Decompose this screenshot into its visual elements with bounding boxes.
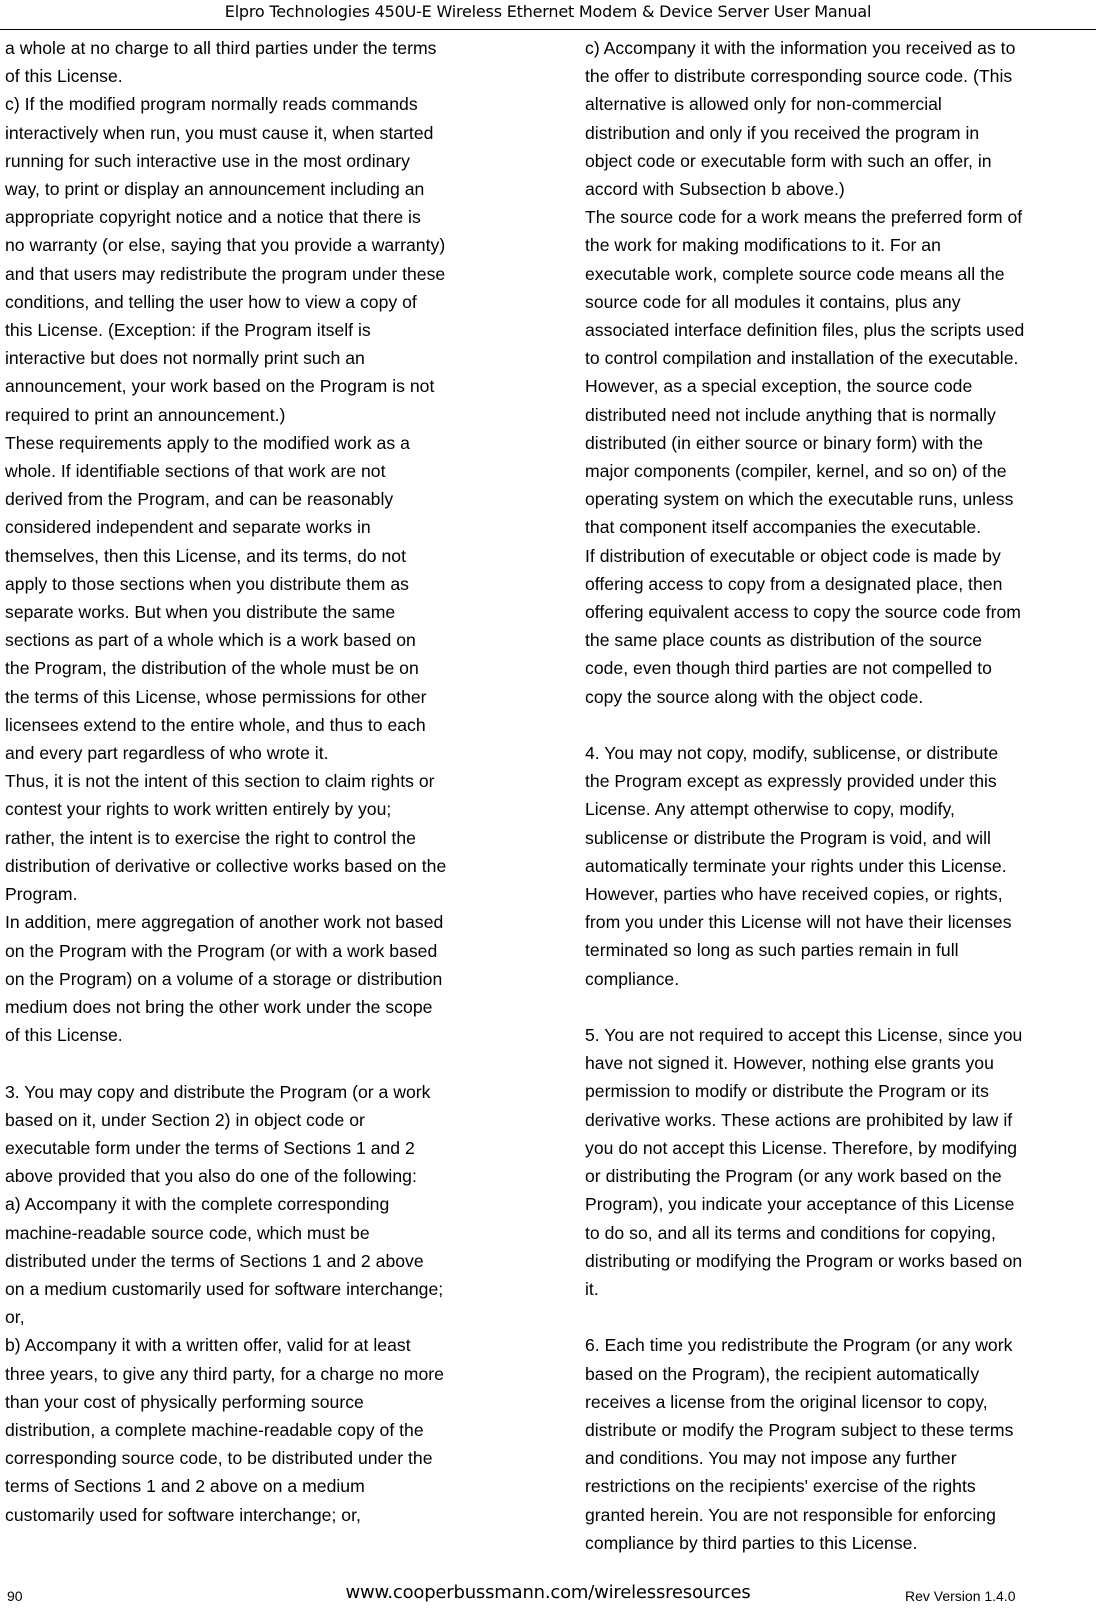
text-line: and conditions. You may not impose any further xyxy=(585,1448,957,1469)
text-line xyxy=(585,993,1093,1021)
text-line: than your cost of physically performing source xyxy=(5,1391,364,1412)
text-line: Program), you indicate your acceptance of this License xyxy=(585,1194,1015,1215)
text-line: code, even though third parties are not compelled to xyxy=(585,658,992,679)
text-line: customarily used for software interchange; or, xyxy=(5,1504,361,1525)
text-line: the terms of this License, whose permissions for other xyxy=(5,686,427,707)
text-line: this License. (Exception: if the Program itself is xyxy=(5,320,371,341)
text-line: the Program, the distribution of the whole must be on xyxy=(5,658,419,679)
text-line: source code for all modules it contains, plus any xyxy=(585,291,961,312)
text-line: sublicense or distribute the Program is void, and will xyxy=(585,827,991,848)
text-line: and every part regardless of who wrote it. xyxy=(5,743,329,764)
text-line: These requirements apply to the modified work as a xyxy=(5,432,410,453)
right-column xyxy=(585,34,1093,1557)
text-line: License. Any attempt otherwise to copy, modify, xyxy=(585,799,955,820)
text-line: machine-readable source code, which must be xyxy=(5,1222,370,1243)
text-line: granted herein. You are not responsible for enforcing xyxy=(585,1504,996,1525)
text-line: distribution, a complete machine-readable copy of the xyxy=(5,1419,424,1440)
text-line: 5. You are not required to accept this License, since you xyxy=(585,1025,1023,1046)
text-line: you do not accept this License. Therefore, by modifying xyxy=(585,1137,1018,1158)
text-line: 3. You may copy and distribute the Program (or a work xyxy=(5,1081,431,1102)
text-line: compliance by third parties to this License. xyxy=(585,1532,918,1553)
text-line: announcement, your work based on the Program is not xyxy=(5,376,435,397)
text-line: a) Accompany it with the complete corresponding xyxy=(5,1194,390,1215)
footer-url: www.cooperbussmann.com/wirelessresources xyxy=(345,1582,751,1603)
text-line: copy the source along with the object code. xyxy=(585,686,924,707)
text-line: distributed under the terms of Sections 1 and 2 above xyxy=(5,1250,424,1271)
text-line: c) Accompany it with the information you received as to xyxy=(585,38,1016,58)
text-line: the same place counts as distribution of the source xyxy=(585,630,983,651)
revision-label: Rev Version 1.4.0 xyxy=(905,1588,1016,1604)
text-line: derivative works. These actions are prohibited by law if xyxy=(585,1109,1013,1130)
text-line: automatically terminate your rights under this License. xyxy=(585,855,1007,876)
text-line: corresponding source code, to be distributed under the xyxy=(5,1448,433,1469)
text-line: receives a license from the original licensor to copy, xyxy=(585,1391,988,1412)
text-line: associated interface definition files, plus the scripts used xyxy=(585,320,1025,341)
text-line: alternative is allowed only for non-commercial xyxy=(585,94,942,115)
text-line: rather, the intent is to exercise the right to control the xyxy=(5,827,416,848)
text-line: apply to those sections when you distribute them as xyxy=(5,573,409,594)
text-line: three years, to give any third party, for a charge no more xyxy=(5,1363,444,1384)
text-line: c) If the modified program normally reads commands xyxy=(5,94,418,115)
text-line: above provided that you also do one of the following: xyxy=(5,1166,417,1187)
text-line: appropriate copyright notice and a notice that there is xyxy=(5,207,421,228)
text-line: the work for making modifications to it. For an xyxy=(585,235,941,256)
text-line: interactively when run, you must cause it, when started xyxy=(5,122,434,143)
text-line xyxy=(585,1303,1093,1331)
text-line: However, parties who have received copies, or rights, xyxy=(585,884,1003,905)
text-line: accord with Subsection b above.) xyxy=(585,179,845,200)
text-line: of this License. xyxy=(5,1025,123,1046)
page-number: 90 xyxy=(7,1588,23,1604)
text-line: 4. You may not copy, modify, sublicense, or distribute xyxy=(585,743,999,764)
text-line: distributing or modifying the Program or works based on xyxy=(585,1250,1023,1271)
text-line: executable form under the terms of Sections 1 and 2 xyxy=(5,1137,415,1158)
text-line: or distributing the Program (or any work based on the xyxy=(585,1166,1002,1187)
text-line: it. xyxy=(585,1278,599,1299)
text-line: a whole at no charge to all third parties under the terms xyxy=(5,38,437,58)
text-line: themselves, then this License, and its terms, do not xyxy=(5,545,407,566)
text-line: restrictions on the recipients' exercise of the rights xyxy=(585,1476,976,1497)
text-line: running for such interactive use in the most ordinary xyxy=(5,150,410,171)
text-line: 6. Each time you redistribute the Program (or any work xyxy=(585,1335,1013,1356)
page-header xyxy=(0,0,1096,30)
text-line: the Program except as expressly provided under this xyxy=(585,771,997,792)
text-line: way, to print or display an announcement including an xyxy=(5,179,425,200)
text-line: on the Program) on a volume of a storage or distribution xyxy=(5,968,443,989)
left-column xyxy=(5,34,520,1529)
text-line: to do so, and all its terms and conditions for copying, xyxy=(585,1222,996,1243)
text-line: considered independent and separate works in xyxy=(5,517,371,538)
text-line: terminated so long as such parties remain in full xyxy=(585,940,959,961)
text-line: In addition, mere aggregation of another work not based xyxy=(5,912,444,933)
text-line: operating system on which the executable runs, unless xyxy=(585,489,1014,510)
text-line: Program. xyxy=(5,884,78,905)
text-line: no warranty (or else, saying that you provide a warranty) xyxy=(5,235,446,256)
text-line: offering equivalent access to copy the source code from xyxy=(585,602,1021,623)
header-title: Elpro Technologies 450U-E Wireless Ethernet Modem & Device Server User Manual xyxy=(224,2,872,21)
text-line: from you under this License will not have their licenses xyxy=(585,912,1012,933)
text-line: major components (compiler, kernel, and so on) of the xyxy=(585,461,1007,482)
text-line: on the Program with the Program (or with a work based xyxy=(5,940,438,961)
text-line: have not signed it. However, nothing else grants you xyxy=(585,1053,994,1074)
text-line: distribute or modify the Program subject to these terms xyxy=(585,1419,1014,1440)
text-line: or, xyxy=(5,1307,25,1328)
text-line: licensees extend to the entire whole, and thus to each xyxy=(5,714,426,735)
text-line: that component itself accompanies the executable. xyxy=(585,517,982,538)
text-line: executable work, complete source code means all the xyxy=(585,263,1005,284)
text-line: distributed (in either source or binary form) with the xyxy=(585,432,984,453)
text-line: derived from the Program, and can be reasonably xyxy=(5,489,394,510)
text-line xyxy=(5,1049,520,1077)
text-line: permission to modify or distribute the Program or its xyxy=(585,1081,989,1102)
text-line: whole. If identifiable sections of that work are not xyxy=(5,461,386,482)
text-line: However, as a special exception, the source code xyxy=(585,376,973,397)
text-line: interactive but does not normally print such an xyxy=(5,348,365,369)
text-line: sections as part of a whole which is a work based on xyxy=(5,630,416,651)
text-line: Thus, it is not the intent of this section to claim rights or xyxy=(5,771,435,792)
page-footer xyxy=(0,1580,1096,1608)
text-line: compliance. xyxy=(585,968,680,989)
text-line: The source code for a work means the preferred form of xyxy=(585,207,1023,228)
text-line: contest your rights to work written entirely by you; xyxy=(5,799,392,820)
text-line: separate works. But when you distribute the same xyxy=(5,602,396,623)
text-line: offering access to copy from a designated place, then xyxy=(585,573,1003,594)
text-line: to control compilation and installation of the executable. xyxy=(585,348,1019,369)
text-line: conditions, and telling the user how to view a copy of xyxy=(5,291,417,312)
text-line: b) Accompany it with a written offer, valid for at least xyxy=(5,1335,411,1356)
text-line: distribution and only if you received the program in xyxy=(585,122,980,143)
text-line: medium does not bring the other work under the scope xyxy=(5,996,433,1017)
text-line: terms of Sections 1 and 2 above on a medium xyxy=(5,1476,365,1497)
text-line: based on the Program), the recipient automatically xyxy=(585,1363,980,1384)
text-line: If distribution of executable or object code is made by xyxy=(585,545,1001,566)
text-line: distribution of derivative or collective works based on the xyxy=(5,855,447,876)
text-line xyxy=(585,711,1093,739)
text-line: required to print an announcement.) xyxy=(5,404,286,425)
text-line: the offer to distribute corresponding source code. (This xyxy=(585,66,1013,87)
text-line: based on it, under Section 2) in object code or xyxy=(5,1109,365,1130)
text-line: object code or executable form with such an offer, in xyxy=(585,150,992,171)
text-line: and that users may redistribute the program under these xyxy=(5,263,446,284)
text-line: of this License. xyxy=(5,66,123,87)
text-line: distributed need not include anything that is normally xyxy=(585,404,996,425)
text-line: on a medium customarily used for software interchange; xyxy=(5,1278,444,1299)
